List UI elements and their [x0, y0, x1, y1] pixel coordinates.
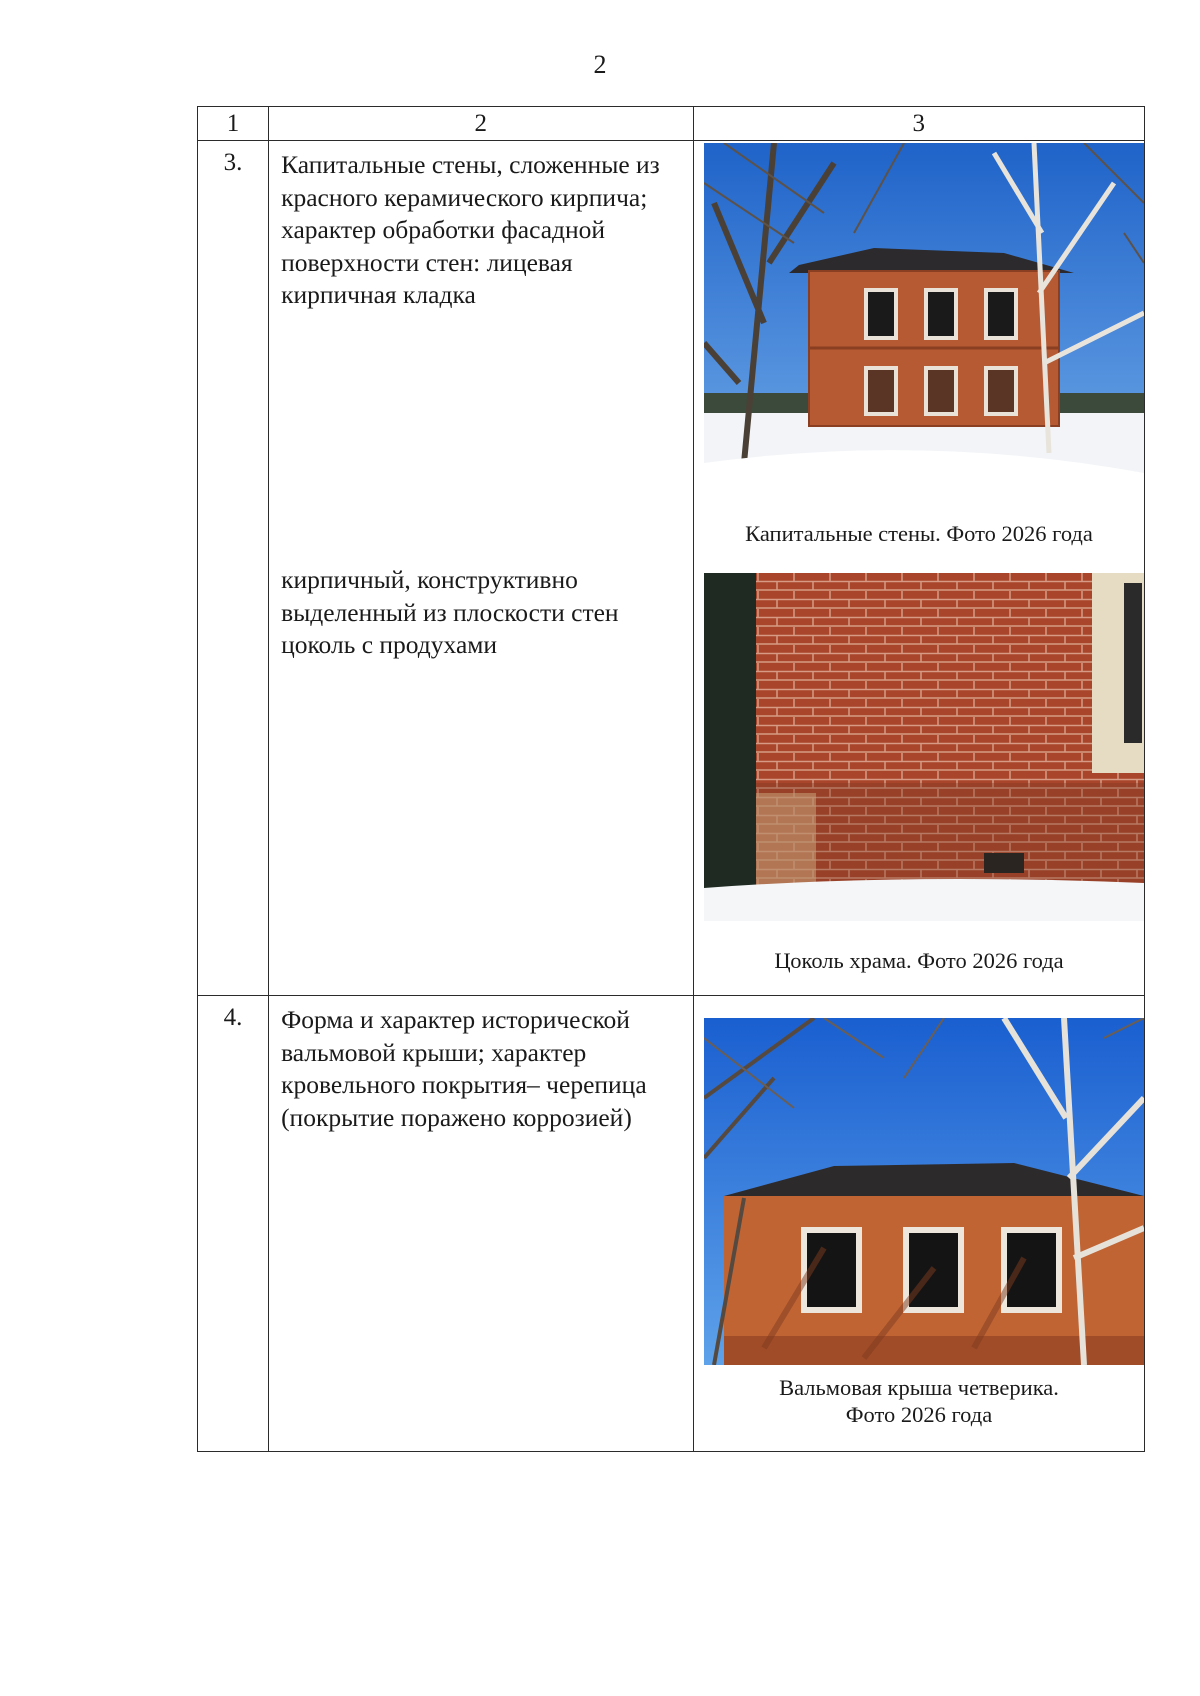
header-cell-2: 2 — [269, 107, 693, 141]
photo-caption-plinth: Цоколь храма. Фото 2026 года — [774, 948, 1064, 973]
table-header-row — [198, 107, 1145, 141]
header-cell-3: 3 — [693, 107, 1145, 141]
row-description-plinth: кирпичный, конструктивно выделенный из плоскости стен цоколь с продухами — [281, 565, 619, 659]
page-number: 2 — [593, 50, 607, 79]
table-row — [198, 996, 1145, 1452]
row-description-walls: Капитальные стены, сложенные из красного керамического кирпича; характер обработки фасадной поверхности стен: лицевая кирпичная кладка — [281, 150, 660, 309]
objects-table — [197, 106, 1145, 1452]
photo-walls — [704, 143, 1144, 496]
photo-caption-walls: Капитальные стены. Фото 2026 года — [745, 521, 1093, 546]
header-cell-1: 1 — [198, 107, 269, 141]
photo-caption-roof — [694, 1374, 1145, 1428]
photo-roof — [704, 1018, 1144, 1365]
description-cell — [269, 141, 693, 996]
photo-plinth — [704, 573, 1144, 921]
caption-line-1: Вальмовая крыша четверика. — [779, 1375, 1059, 1400]
row-description-roof: Форма и характер исторической вальмовой крыши; характер кровельного покрытия– черепица (покрытие поражено коррозией) — [269, 996, 693, 1452]
caption-line-2: Фото 2026 года — [845, 1402, 993, 1427]
row-number: 3. — [198, 141, 269, 996]
photo-cell — [693, 996, 1145, 1452]
photo-cell — [693, 141, 1145, 996]
row-number: 4. — [198, 996, 269, 1452]
table-row — [198, 141, 1145, 996]
